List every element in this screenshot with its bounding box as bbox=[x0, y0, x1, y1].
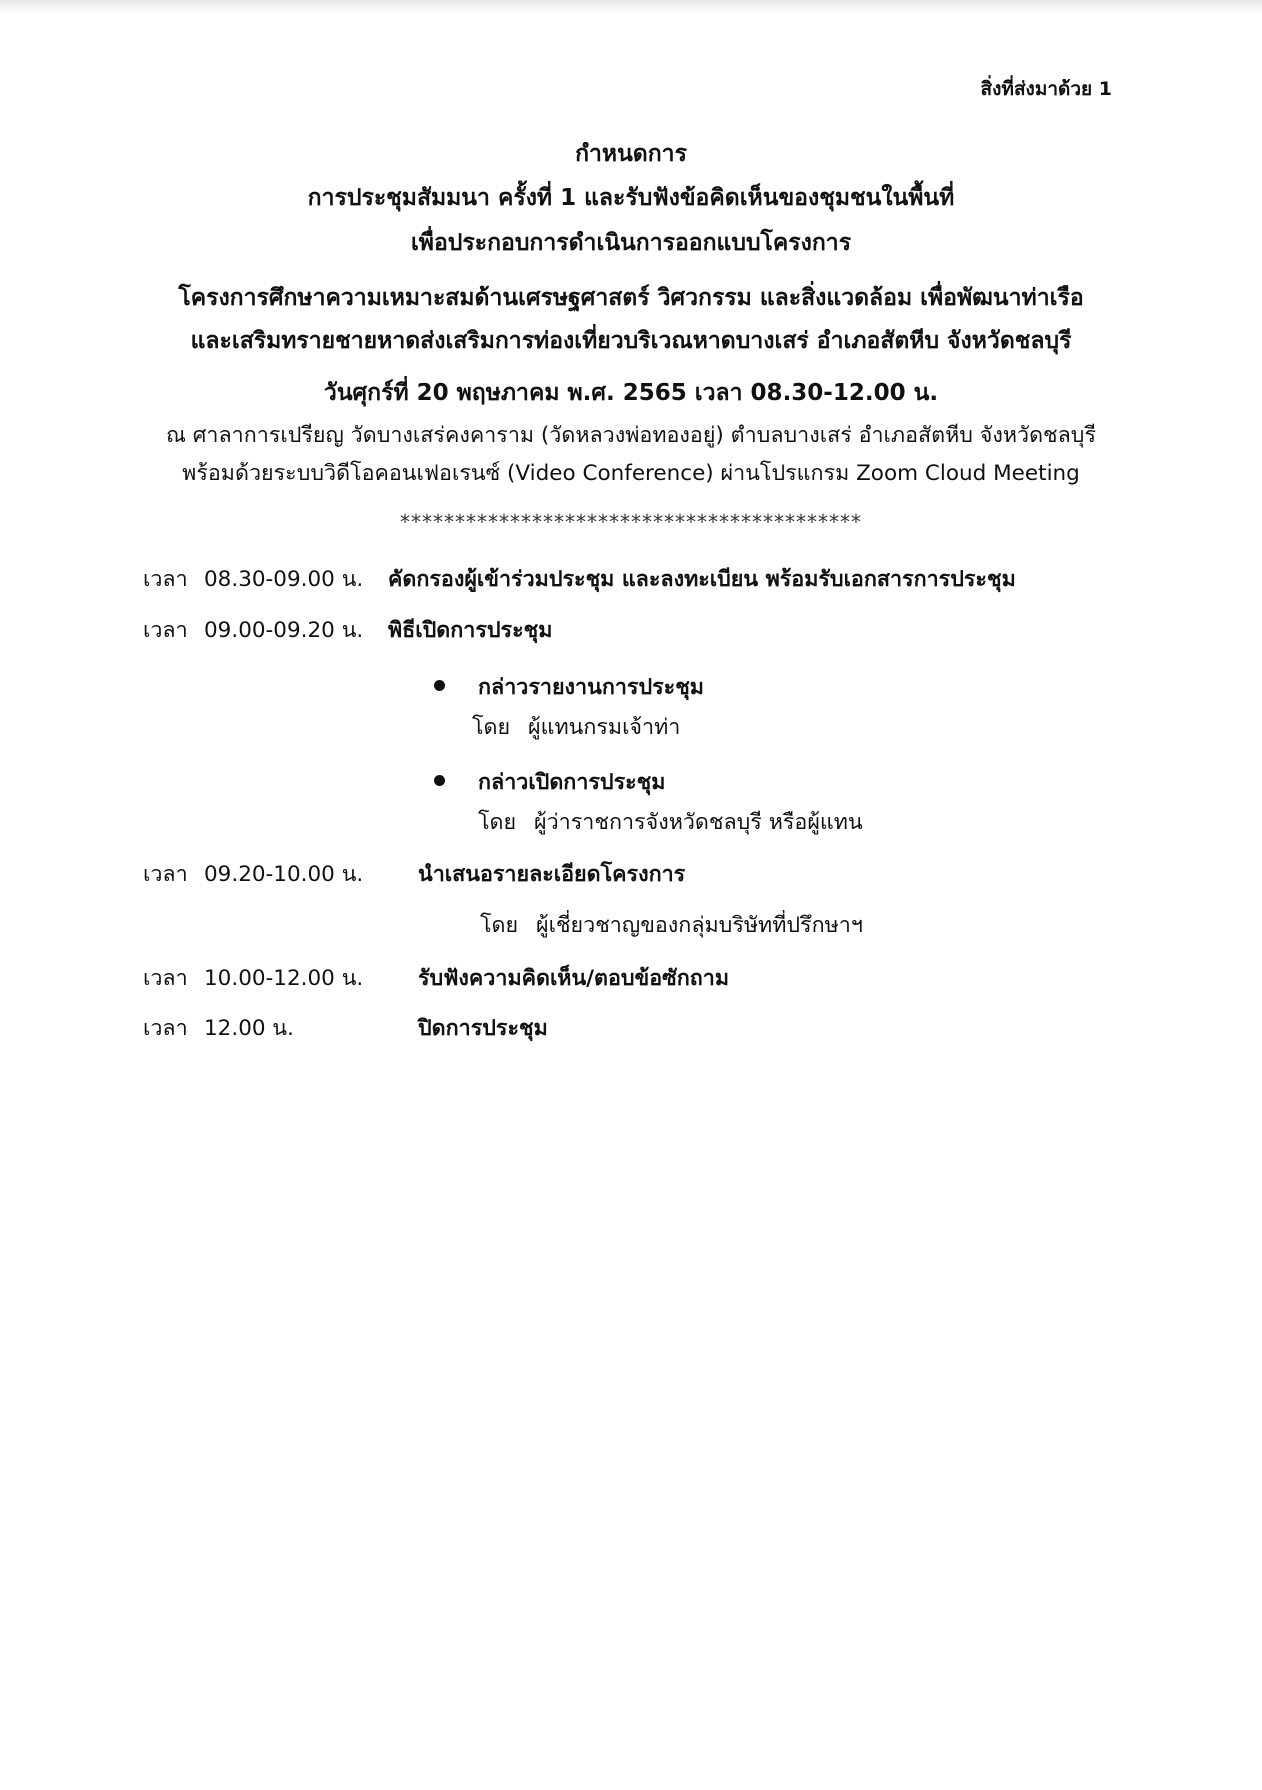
bullet-icon bbox=[434, 680, 445, 691]
by-label: โดย bbox=[472, 715, 511, 740]
schedule-row bbox=[0, 562, 1262, 594]
by-label: โดย bbox=[478, 810, 517, 835]
time-label: เวลา bbox=[143, 966, 188, 991]
presenter-name: ผู้แทนกรมเจ้าท่า bbox=[528, 715, 681, 740]
time-range: 10.00-12.00 น. bbox=[204, 966, 364, 991]
presenter-name: ผู้เชี่ยวชาญของกลุ่มบริษัทที่ปรึกษาฯ bbox=[536, 913, 863, 938]
time-range: 09.20-10.00 น. bbox=[204, 862, 364, 887]
time-range: 08.30-09.00 น. bbox=[204, 567, 364, 592]
project-name-line2: และเสริมทรายชายหาดส่งเสริมการท่องเที่ยวบริเวณหาดบางเสร่ อำเภอสัตหีบ จังหวัดชลบุรี bbox=[190, 328, 1072, 354]
time-label: เวลา bbox=[143, 567, 188, 592]
activity-text: รับฟังความคิดเห็น/ตอบข้อซักถาม bbox=[418, 966, 730, 991]
sub-item-title: กล่าวเปิดการประชุม bbox=[478, 770, 666, 795]
schedule-row bbox=[0, 857, 1262, 889]
activity-text: พิธีเปิดการประชุม bbox=[388, 618, 553, 643]
meeting-venue: ณ ศาลาการเปรียญ วัดบางเสร่คงคาราม (วัดหลวงพ่อทองอยู่) ตำบลบางเสร่ อำเภอสัตหีบ จังหวัดชลบุรี bbox=[165, 423, 1096, 448]
time-range: 12.00 น. bbox=[204, 1016, 294, 1041]
schedule-row bbox=[0, 1011, 1262, 1043]
presenter-line bbox=[480, 908, 863, 942]
activity-text: คัดกรองผู้เข้าร่วมประชุม และลงทะเบียน พร้อมรับเอกสารการประชุม bbox=[388, 567, 1016, 592]
time-range: 09.00-09.20 น. bbox=[204, 618, 364, 643]
meeting-online: พร้อมด้วยระบบวิดีโอคอนเฟอเรนซ์ (Video Conference) ผ่านโปรแกรม Zoom Cloud Meeting bbox=[182, 461, 1080, 486]
activity-text: ปิดการประชุม bbox=[418, 1016, 548, 1041]
activity-text: นำเสนอรายละเอียดโครงการ bbox=[418, 862, 686, 887]
page-top-shadow bbox=[0, 0, 1262, 14]
meeting-title: การประชุมสัมมนา ครั้งที่ 1 และรับฟังข้อคิดเห็นของชุมชนในพื้นที่ bbox=[307, 185, 955, 211]
meeting-purpose: เพื่อประกอบการดำเนินการออกแบบโครงการ bbox=[410, 230, 852, 256]
time-label: เวลา bbox=[143, 1016, 188, 1041]
document-title: กำหนดการ bbox=[575, 141, 687, 167]
schedule-row bbox=[0, 613, 1262, 645]
bullet-icon bbox=[434, 775, 445, 786]
sub-item-title: กล่าวรายงานการประชุม bbox=[478, 675, 704, 700]
presenter-line bbox=[472, 710, 680, 744]
by-label: โดย bbox=[480, 913, 519, 938]
section-divider: ****************************************** bbox=[400, 510, 862, 534]
project-name-line1: โครงการศึกษาความเหมาะสมด้านเศรษฐศาสตร์ วิศวกรรม และสิ่งแวดล้อม เพื่อพัฒนาท่าเรือ bbox=[178, 285, 1084, 311]
presenter-line bbox=[478, 805, 863, 839]
schedule-row bbox=[0, 961, 1262, 993]
presenter-name: ผู้ว่าราชการจังหวัดชลบุรี หรือผู้แทน bbox=[534, 810, 863, 835]
meeting-date: วันศุกร์ที่ 20 พฤษภาคม พ.ศ. 2565 เวลา 08.30-12.00 น. bbox=[323, 380, 939, 406]
enclosure-label: สิ่งที่ส่งมาด้วย 1 bbox=[980, 78, 1112, 100]
time-label: เวลา bbox=[143, 618, 188, 643]
time-label: เวลา bbox=[143, 862, 188, 887]
